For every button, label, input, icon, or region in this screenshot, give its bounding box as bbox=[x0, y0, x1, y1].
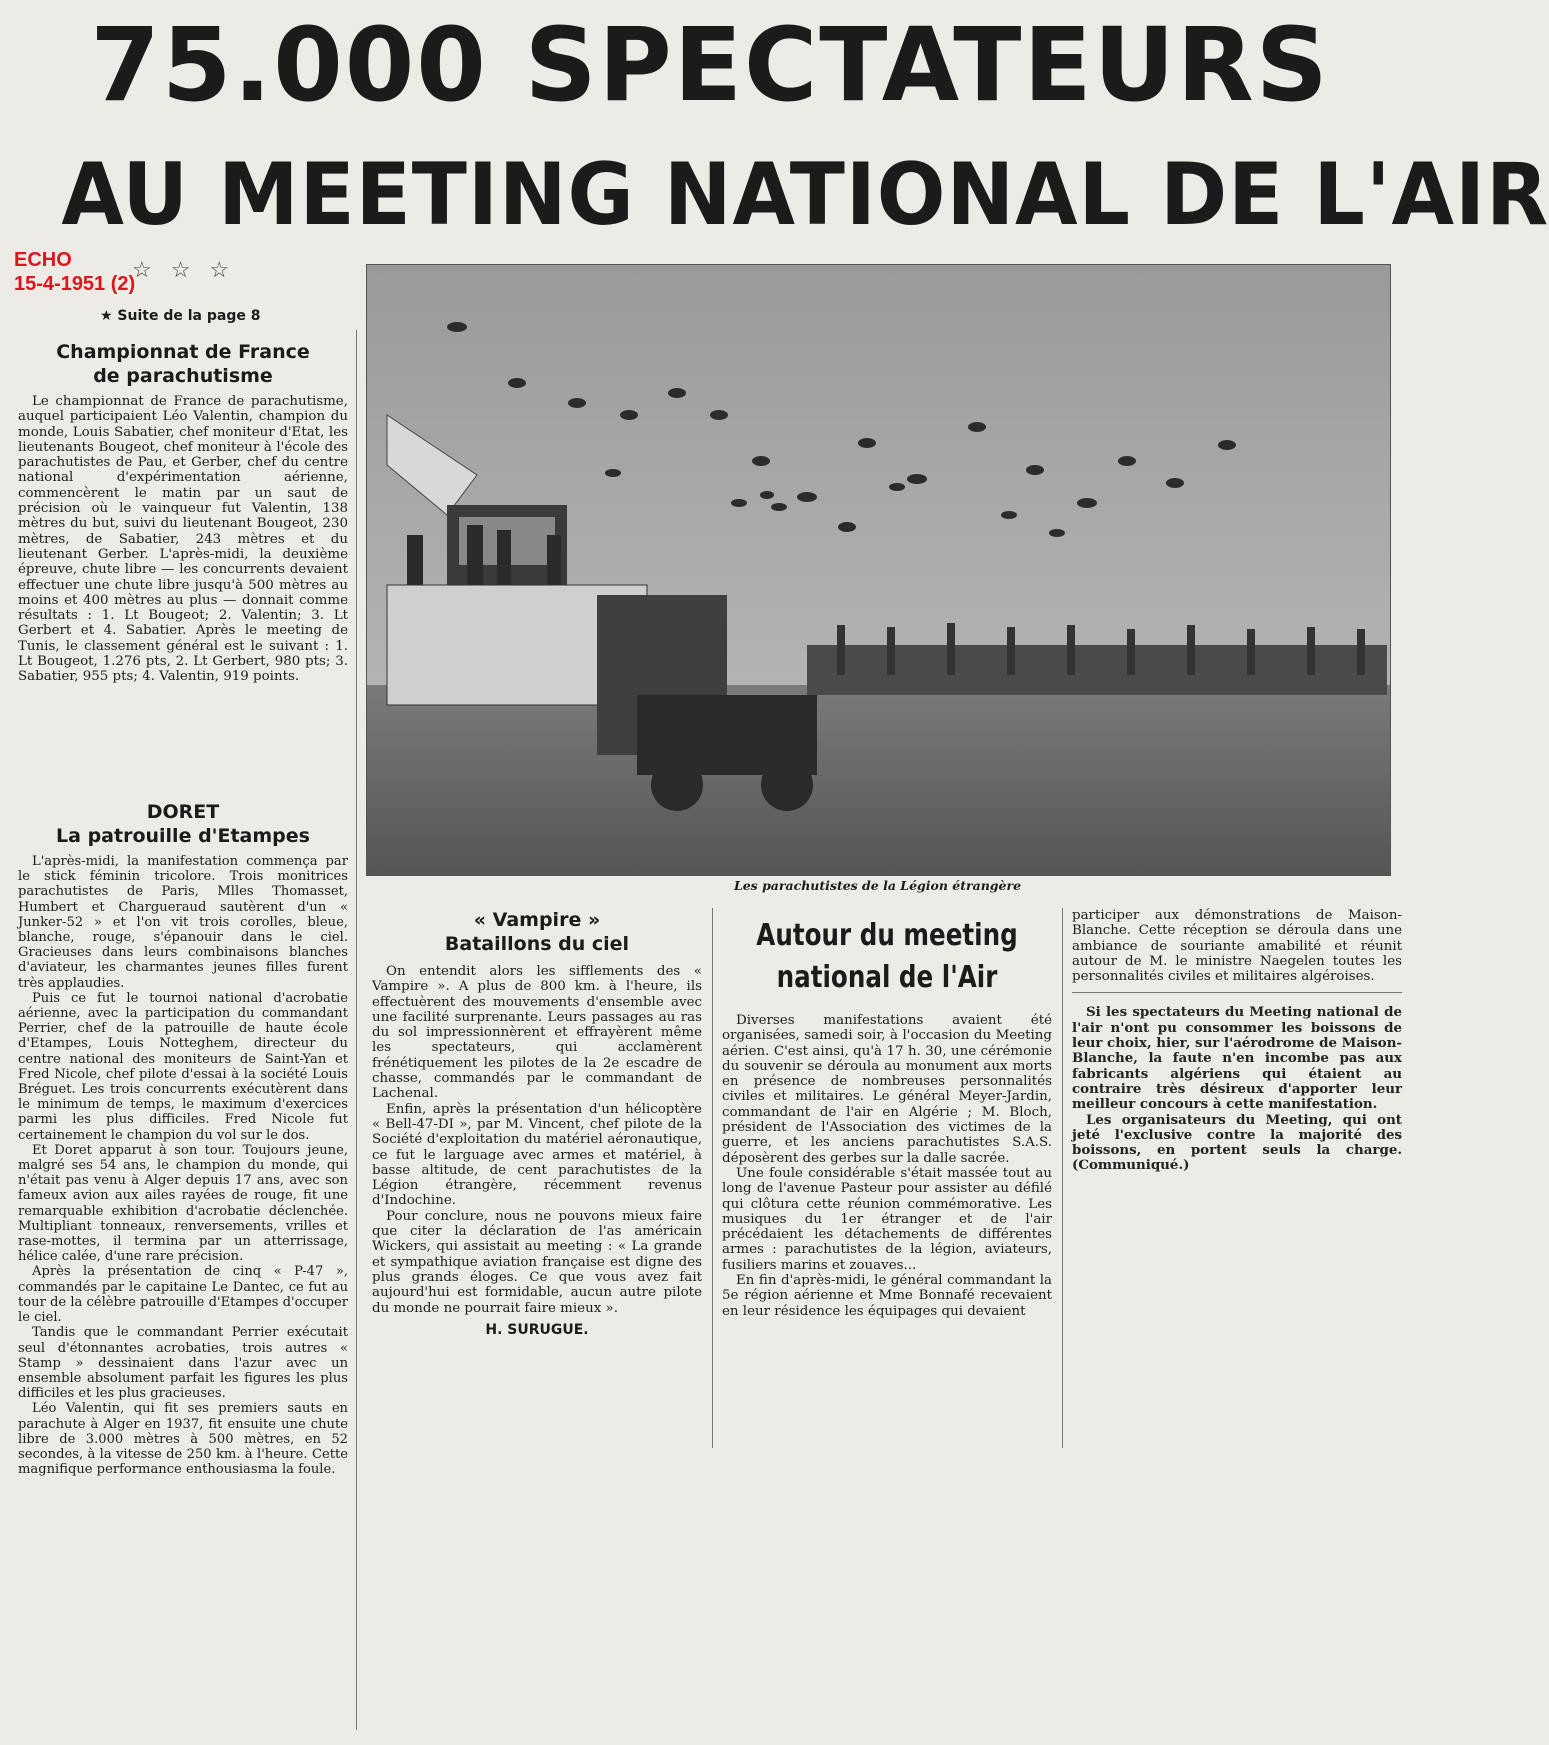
vampire-section bbox=[372, 908, 702, 1338]
paragraph: En fin d'après-midi, le général commandant la 5e région aérienne et Mme Bonnafé recevaient en leur résidence les équipages qui devaient bbox=[722, 1273, 1052, 1319]
championnat-title-line2: de parachutisme bbox=[93, 365, 273, 387]
headline-line2: AU MEETING NATIONAL DE L'AIR bbox=[61, 145, 1549, 245]
source-label-name: ECHO bbox=[14, 249, 72, 271]
paragraph: Une foule considérable s'était massée tout au long de l'avenue Pasteur pour assister au défilé qui clôtura cette réunion commémorative. Les musiques du 1er étranger et de l'air précédaient les détachements de différentes armes : parachutistes de la légion, aviateurs, fusiliers marins et zouaves... bbox=[722, 1165, 1052, 1273]
source-label-date: 15-4-1951 (2) bbox=[14, 273, 136, 295]
column-rule bbox=[1062, 908, 1063, 1448]
vampire-title-line2: Bataillons du ciel bbox=[444, 933, 630, 955]
doret-section bbox=[18, 800, 348, 1477]
signature: H. SURUGUE. bbox=[485, 1321, 589, 1338]
championnat-section bbox=[18, 340, 348, 685]
parachutists-photo bbox=[366, 264, 1391, 876]
paragraph: Puis ce fut le tournoi national d'acrobatie aérienne, avec la participation du commandant Perrier, chef de la patrouille de haute école d'Etampes, Louis Notteghem, directeur du centre national des moniteurs de Saint-Yan et Fred Nicole, chef pilote d'essai à la société Louis Bréguet. Les trois concurrents exécutèrent dans le minimum de temps, le maximum d'exercices parmi les plus difficiles. Fred Nicole fut certainement le champion du vol sur le dos. bbox=[18, 990, 348, 1143]
paragraph: Après la présentation de cinq « P-47 », commandés par le capitaine Le Dantec, ce fut au tour de la célèbre patrouille d'Etampes d'occuper le ciel. bbox=[18, 1264, 348, 1326]
stars-ornament: ☆ ☆ ☆ bbox=[132, 258, 236, 283]
paragraph: Si les spectateurs du Meeting national de l'air n'ont pu consommer les boissons de leur choix, hier, sur l'aérodrome de Maison-Blanche, la faute n'en incombe pas aux fabricants algériens qui étaient au contraire très désireux d'apporter leur meilleur concours à cette manifestation. bbox=[1072, 1004, 1402, 1113]
doret-title-line1: DORET bbox=[146, 801, 220, 823]
championnat-title-line1: Championnat de France bbox=[56, 341, 310, 363]
autour-title-line2: national de l'Air bbox=[776, 960, 998, 995]
boissons-body bbox=[1072, 1005, 1402, 1173]
parachutists-photo-drawing bbox=[367, 265, 1390, 875]
autour-title bbox=[752, 915, 1023, 999]
paragraph: Tandis que le commandant Perrier exécutait seul d'étonnantes acrobaties, trois autres « Stamp » dessinaient dans l'azur avec un ensemble absolument parfait les figures les plus difficiles et les plus gracieuses. bbox=[18, 1325, 348, 1402]
right-section bbox=[1072, 908, 1402, 1174]
vampire-body bbox=[372, 964, 702, 1316]
photo-caption: Les parachutistes de la Légion étrangère bbox=[733, 878, 1022, 893]
headline-line1: 75.000 SPECTATEURS bbox=[90, 6, 1330, 125]
section-rule bbox=[1072, 992, 1402, 993]
doret-title bbox=[18, 800, 348, 848]
paragraph: Enfin, après la présentation d'un hélicoptère « Bell-47-DI », par M. Vincent, chef pilote de la Société d'exploitation du matériel aéronautique, ce fut le larguage avec armes et matériel, à basse altitude, de cent parachutistes de la Légion étrangère, récemment revenus d'Indochine. bbox=[372, 1101, 702, 1209]
paragraph: L'après-midi, la manifestation commença par le stick féminin tricolore. Trois monitrices parachutistes de Paris, Mlles Thomasset, Humbert et Chargueraud sautèrent d'un « Junker-52 » et l'on vit trois corolles, bleue, blanche, rouge, s'épanouir dans le ciel. Gracieuses dans leurs combinaisons blanches d'aviateur, les charmantes jeunes filles furent très applaudies. bbox=[18, 854, 348, 991]
doret-body bbox=[18, 854, 348, 1477]
column-rule bbox=[712, 908, 713, 1448]
paragraph: Diverses manifestations avaient été organisées, samedi soir, à l'occasion du Meeting aérien. C'est ainsi, qu'à 17 h. 30, une cérémonie du souvenir se déroula au monument aux morts en présence de nombreuses personnalités civiles et militaires. Le général Meyer-Jardin, commandant de l'air en Algérie ; M. Bloch, président de l'Association des victimes de la guerre, et les anciens parachutistes S.A.S. déposèrent des gerbes sur la dalle sacrée. bbox=[722, 1013, 1052, 1166]
paragraph: Le championnat de France de parachutisme, auquel participaient Léo Valentin, champion du monde, Louis Sabatier, chef moniteur d'Etat, les lieutenants Bougeot, chef moniteur à l'école des parachutistes de Pau, et Gerber, chef du centre national d'expérimentation aérienne, commencèrent le matin par un saut de précision où le vainqueur fut Valentin, 138 mètres du but, suivi du lieutenant Bougeot, 230 mètres, de Sabatier, 243 mètres et du lieutenant Gerber. L'après-midi, la deuxième épreuve, chute libre — les concurrents devaient effectuer une chute libre jusqu'à 500 mètres au moins et 400 mètres au plus — donnait comme résultats : 1. Lt Bougeot; 2. Valentin; 3. Lt Gerbert et 4. Sabatier. Après le meeting de Tunis, le classement général est le suivant : 1. Lt Bougeot, 1.276 pts, 2. Lt Gerbert, 980 pts; 3. Sabatier, 955 pts; 4. Valentin, 919 points. bbox=[18, 394, 348, 685]
vampire-title-line1: « Vampire » bbox=[473, 909, 601, 931]
column-rule bbox=[356, 330, 357, 1730]
paragraph: Les organisateurs du Meeting, qui ont jeté l'exclusive contre la majorité des boissons, en portent seuls la charge. (Communiqué.) bbox=[1072, 1111, 1402, 1174]
paragraph: Pour conclure, nous ne pouvons mieux faire que citer la déclaration de l'as américain Wickers, qui assistait au meeting : « La grande et sympathique aviation française est digne des plus grands éloges. Ce que vous avez fait aujourd'hui est formidable, aucun autre pilote du monde ne pourrait faire mieux ». bbox=[372, 1208, 702, 1316]
paragraph: participer aux démonstrations de Maison-Blanche. Cette réception se déroula dans une ambiance de souriante amabilité et réunit autour de M. le ministre Naegelen toutes les personnalités civiles et militaires algéroises. bbox=[1072, 908, 1402, 985]
autour-title-line1: Autour du meeting bbox=[756, 918, 1018, 953]
doret-title-line2: La patrouille d'Etampes bbox=[56, 825, 310, 847]
vampire-title bbox=[372, 908, 702, 956]
autour-body bbox=[722, 1013, 1052, 1319]
paragraph: Léo Valentin, qui fit ses premiers sauts en parachute à Alger en 1937, fit ensuite une chute libre de 3.000 mètres à 500 mètres, en 52 secondes, à la vitesse de 250 km. à l'heure. Cette magnifique performance enthousiasma la foule. bbox=[18, 1401, 348, 1478]
source-label bbox=[14, 248, 135, 296]
championnat-body bbox=[18, 394, 348, 685]
reception-body bbox=[1072, 908, 1402, 984]
paragraph: On entendit alors les sifflements des « Vampire ». A plus de 800 km. à l'heure, ils effectuèrent des mouvements d'ensemble avec une facilité surprenante. Leurs passages au ras du sol impressionnèrent et effrayèrent même les spectateurs, qui acclamèrent frénétiquement les pilotes de la 2e escadre de chasse, commandés par le commandant de Lachenal. bbox=[372, 964, 702, 1102]
championnat-title bbox=[18, 340, 348, 388]
suite-note: ★ Suite de la page 8 bbox=[100, 308, 261, 324]
autour-section bbox=[722, 915, 1052, 1319]
paragraph: Et Doret apparut à son tour. Toujours jeune, malgré ses 54 ans, le champion du monde, qui n'était pas venu à Alger depuis 17 ans, avec son fameux avion aux ailes rayées de rouge, fit une remarquable exhibition d'acrobatie déclenchée. Multipliant tonneaux, renversements, vrilles et rase-mottes, il termina par un atterrissage, hélice calée, d'une rare précision. bbox=[18, 1142, 348, 1265]
